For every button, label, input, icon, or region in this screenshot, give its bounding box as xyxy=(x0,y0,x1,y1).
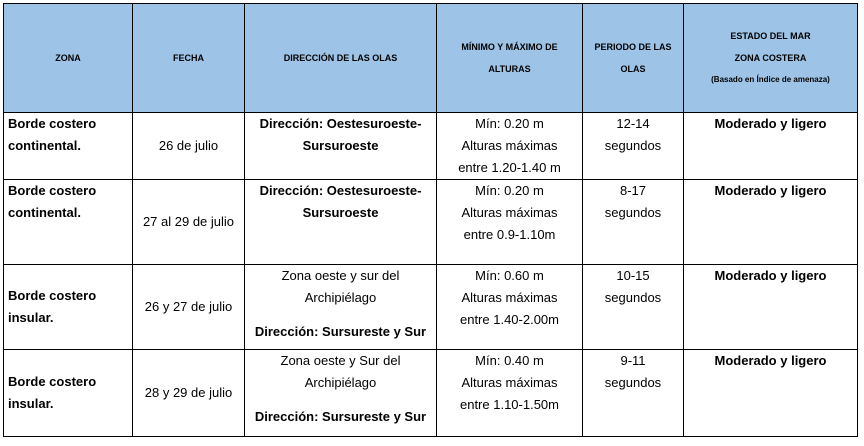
alturas-line3: entre 1.10-1.50m xyxy=(459,397,559,412)
cell-periodo xyxy=(583,113,684,180)
direccion-bold-line1: Dirección: Oestesuroeste- xyxy=(259,183,422,198)
periodo-line1: 9-11 xyxy=(620,353,646,368)
cell-zona xyxy=(4,350,133,437)
cell-fecha: 27 al 29 de julio xyxy=(133,180,245,265)
alturas-line2: Alturas máximas xyxy=(461,205,558,220)
periodo-line2: segundos xyxy=(604,375,662,390)
cell-estado: Moderado y ligero xyxy=(684,350,858,437)
zona-line1: Borde costero xyxy=(8,116,97,131)
direccion-bold-line1: Dirección: Sursureste y Sur xyxy=(254,324,427,339)
header-alturas xyxy=(437,4,583,113)
zona-line2: continental. xyxy=(8,205,81,220)
periodo-line1: 8-17 xyxy=(619,183,647,198)
header-periodo xyxy=(583,4,684,113)
header-periodo-line1: PERIODO DE LAS xyxy=(594,42,672,52)
direccion-line2: Archipiélago xyxy=(304,375,377,390)
alturas-line3: entre 0.9-1.10m xyxy=(463,227,556,242)
cell-fecha: 28 y 29 de julio xyxy=(133,350,245,437)
alturas-line2: Alturas máximas xyxy=(461,138,558,153)
periodo-line2: segundos xyxy=(604,290,662,305)
zona-line2: continental. xyxy=(8,138,81,153)
header-estado-line2: ZONA COSTERA xyxy=(734,53,807,63)
cell-zona xyxy=(4,180,133,265)
cell-zona xyxy=(4,113,133,180)
direccion-bold-line1: Dirección: Sursureste y Sur xyxy=(254,409,427,424)
cell-periodo xyxy=(583,350,684,437)
header-alturas-line2: ALTURAS xyxy=(488,64,531,74)
header-estado-line1: ESTADO DEL MAR xyxy=(730,31,811,41)
cell-direccion xyxy=(245,113,437,180)
direccion-bold-line2: Sursuroeste xyxy=(302,138,379,153)
alturas-line1: Mín: 0.20 m xyxy=(475,116,544,131)
periodo-line1: 10-15 xyxy=(616,268,650,283)
zona-line1: Borde costero xyxy=(8,288,97,303)
cell-alturas xyxy=(437,350,583,437)
periodo-line2: segundos xyxy=(604,138,662,153)
cell-fecha: 26 y 27 de julio xyxy=(133,265,245,350)
table-row xyxy=(4,350,858,437)
direccion-line1: Zona oeste y sur del xyxy=(281,268,400,283)
cell-zona xyxy=(4,265,133,350)
zona-line2: insular. xyxy=(8,310,54,325)
header-estado xyxy=(684,4,858,113)
alturas-line1: Mín: 0.40 m xyxy=(475,353,544,368)
header-zona: ZONA xyxy=(4,4,133,113)
table-row xyxy=(4,180,858,265)
alturas-line3: entre 1.20-1.40 m xyxy=(458,160,561,175)
table-row xyxy=(4,113,858,180)
periodo-line1: 12-14 xyxy=(616,116,650,131)
cell-alturas xyxy=(437,265,583,350)
cell-direccion xyxy=(245,350,437,437)
header-estado-note: (Basado en Índice de amenaza) xyxy=(711,75,830,84)
zona-line2: insular. xyxy=(8,396,54,411)
header-alturas-line1: MÍNIMO Y MÁXIMO DE xyxy=(461,42,558,52)
cell-alturas xyxy=(437,113,583,180)
alturas-line3: entre 1.40-2.00m xyxy=(459,312,559,327)
direccion-line2: Archipiélago xyxy=(304,290,377,305)
cell-estado: Moderado y ligero xyxy=(684,113,858,180)
zona-line1: Borde costero xyxy=(8,183,97,198)
alturas-line2: Alturas máximas xyxy=(461,375,558,390)
cell-alturas xyxy=(437,180,583,265)
table-header-row xyxy=(4,4,858,113)
alturas-line1: Mín: 0.60 m xyxy=(475,268,544,283)
header-fecha: FECHA xyxy=(133,4,245,113)
periodo-line2: segundos xyxy=(604,205,662,220)
header-direccion: DIRECCIÓN DE LAS OLAS xyxy=(245,4,437,113)
cell-fecha: 26 de julio xyxy=(133,113,245,180)
table-row xyxy=(4,265,858,350)
cell-direccion xyxy=(245,265,437,350)
alturas-line2: Alturas máximas xyxy=(461,290,558,305)
zona-line1: Borde costero xyxy=(8,374,97,389)
wave-forecast-table xyxy=(3,3,858,437)
header-periodo-line2: OLAS xyxy=(620,64,646,74)
cell-direccion xyxy=(245,180,437,265)
alturas-line1: Mín: 0.20 m xyxy=(475,183,544,198)
cell-periodo xyxy=(583,180,684,265)
cell-estado: Moderado y ligero xyxy=(684,265,858,350)
direccion-bold-line1: Dirección: Oestesuroeste- xyxy=(259,116,422,131)
direccion-bold-line2: Sursuroeste xyxy=(302,205,379,220)
cell-periodo xyxy=(583,265,684,350)
cell-estado: Moderado y ligero xyxy=(684,180,858,265)
direccion-line1: Zona oeste y Sur del xyxy=(280,353,401,368)
